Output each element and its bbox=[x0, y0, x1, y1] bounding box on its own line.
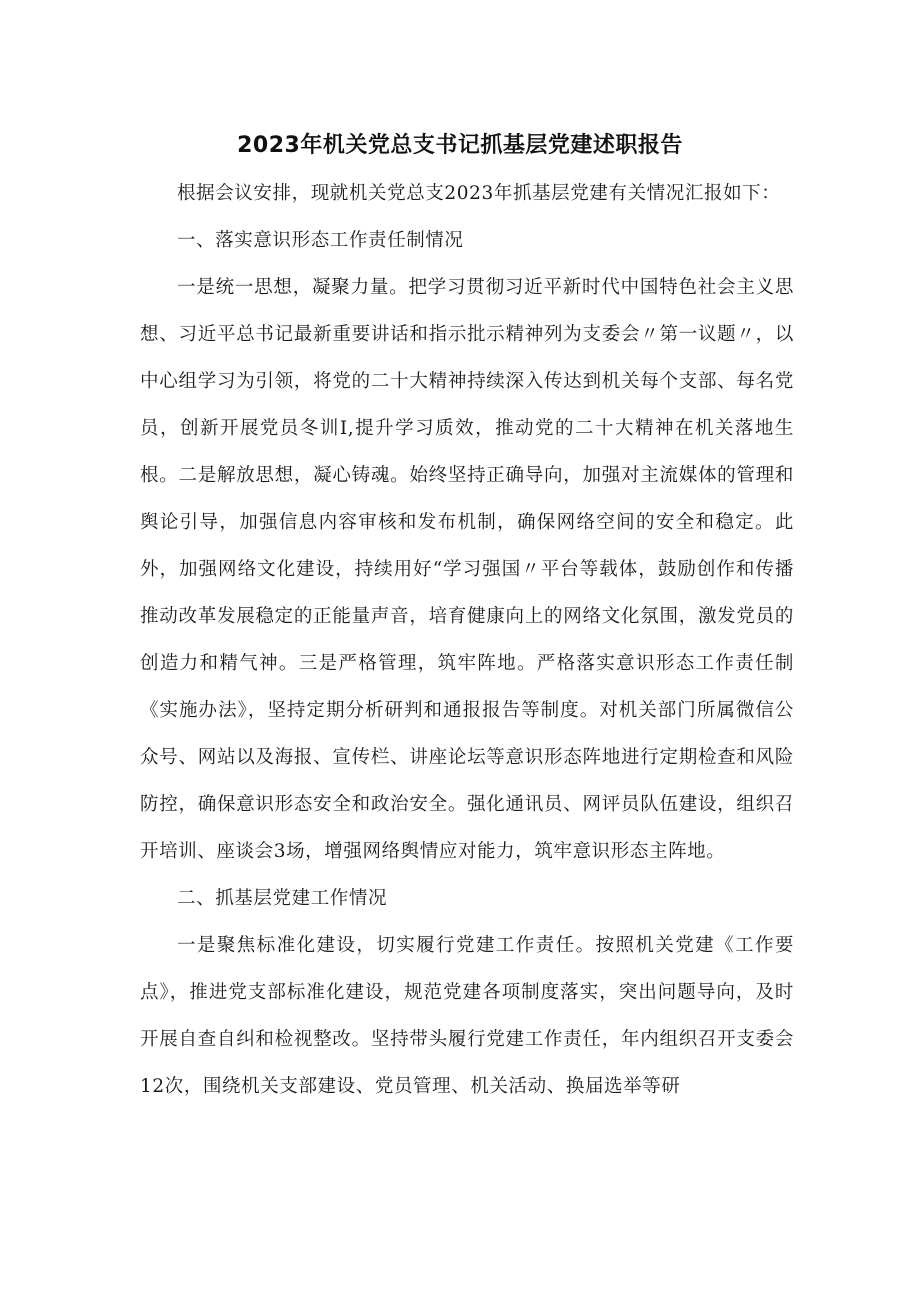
section-1-paragraph: 一是统一思想，凝聚力量。把学习贯彻习近平新时代中国特色社会主义思想、习近平总书记最新重要讲话和指示批示精神列为支委会〃第一议题〃，以中心组学习为引领，将党的二十大精神持续深入传达到机关每个支部、每名党员，创新开展党员冬训I,提升学习质效，推动党的二十大精神在机关落地生根。二是解放思想，凝心铸魂。始终坚持正确导向，加强对主流媒体的管理和舆论引导，加强信息内容审核和发布机制，确保网络空间的安全和稳定。此外，加强网络文化建设，持续用好“学习强国〃平台等载体，鼓励创作和传播推动改革发展稳定的正能量声音，培育健康向上的网络文化氛围，激发党员的创造力和精气神。三是严格管理，筑牢阵地。严格落实意识形态工作责任制《实施办法》，坚持定期分析研判和通报报告等制度。对机关部门所属微信公众号、网站以及海报、宣传栏、讲座论坛等意识形态阵地进行定期检查和风险防控，确保意识形态安全和政治安全。强化通讯员、网评员队伍建设，组织召开培训、座谈会3场，增强网络舆情应对能力，筑牢意识形态主阵地。 bbox=[140, 277, 794, 862]
document-title: 2023年机关党总支书记抓基层党建述职报告 bbox=[237, 133, 683, 158]
section-2-paragraph: 一是聚焦标准化建设，切实履行党建工作责任。按照机关党建《工作要点》，推进党支部标准化建设，规范党建各项制度落实，突出问题导向，及时开展自查自纠和检视整改。坚持带头履行党建工作责任，年内组织召开支委会12次，围绕机关支部建设、党员管理、机关活动、换届选举等研 bbox=[140, 935, 794, 1097]
intro-paragraph: 根据会议安排，现就机关党总支2023年抓基层党建有关情况汇报如下： bbox=[177, 183, 781, 204]
document-body bbox=[140, 170, 794, 1110]
section-1-heading: 一、落实意识形态工作责任制情况 bbox=[177, 230, 464, 251]
section-2-heading: 二、抓基层党建工作情况 bbox=[177, 888, 388, 909]
